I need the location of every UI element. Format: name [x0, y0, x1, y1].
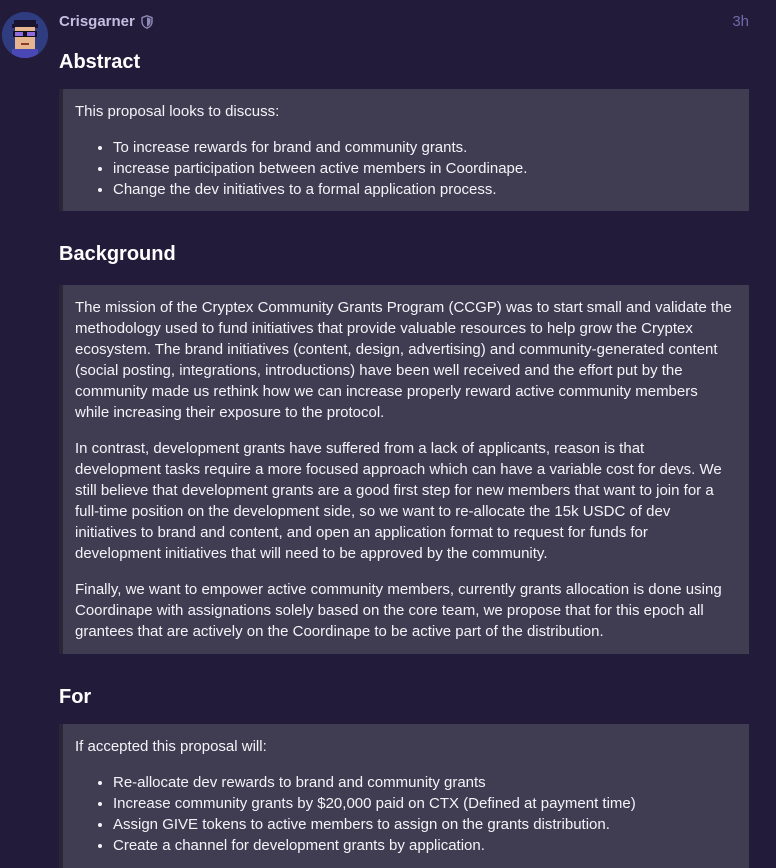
- for-list: [75, 772, 733, 856]
- background-heading: Background: [59, 243, 176, 265]
- list-item: • Increase community grants by $20,000 paid on CTX (Defined at payment time): [113, 793, 733, 814]
- list-item: • increase participation between active members in Coordinape.: [113, 158, 733, 179]
- background-blockquote: [59, 285, 749, 654]
- list-item: • Re-allocate dev rewards to brand and community grants: [113, 772, 733, 793]
- username-link[interactable]: Crisgarner: [59, 13, 135, 30]
- abstract-list: [75, 137, 733, 200]
- avatar-image: [2, 12, 48, 58]
- list-item: • Change the dev initiatives to a formal application process.: [113, 179, 733, 200]
- abstract-heading: Abstract: [59, 51, 141, 73]
- background-paragraph: The mission of the Cryptex Community Grants Program (CCGP) was to start small and validate the methodology used to fund initiatives that provide valuable resources to help grow the Cryptex ecosystem. The brand initiatives (content, design, advertising) and community-generated content (social posting, integrations, introductions) have been well received and the effort put by the community made us rethink how we can increase properly reward active community members while increasing their exposure to the protocol.: [75, 299, 732, 421]
- post-header: [59, 11, 749, 33]
- background-paragraph: In contrast, development grants have suffered from a lack of applicants, reason is that development tasks require a more focused approach which can have a variable cost for devs. We still believe that development grants are a good first step for new members that want to join for a full-time position on the development side, so we want to re-allocate the 15k USDC of dev initiatives to brand and content, and open an application format to request for funds for development initiatives that will need to be approved by the community.: [75, 440, 722, 562]
- for-heading: For: [59, 686, 92, 708]
- list-item: • To increase rewards for brand and community grants.: [113, 137, 733, 158]
- user-avatar[interactable]: [2, 12, 48, 58]
- for-intro: If accepted this proposal will:: [75, 738, 267, 755]
- list-item: • Assign GIVE tokens to active members to assign on the grants distribution.: [113, 814, 733, 835]
- list-item: • Create a channel for development grants by application.: [113, 835, 733, 856]
- shield-icon: [141, 15, 153, 29]
- post-body: [59, 48, 749, 868]
- abstract-blockquote: [59, 89, 749, 211]
- post-timestamp[interactable]: 3h: [732, 13, 749, 30]
- for-blockquote: [59, 724, 749, 868]
- background-paragraph: Finally, we want to empower active community members, currently grants allocation is done using Coordinape with assignations solely based on the core team, we propose that for this epoch all grantees that are actively on the Coordinape to be active part of the distribution.: [75, 581, 722, 640]
- abstract-intro: This proposal looks to discuss:: [75, 103, 280, 120]
